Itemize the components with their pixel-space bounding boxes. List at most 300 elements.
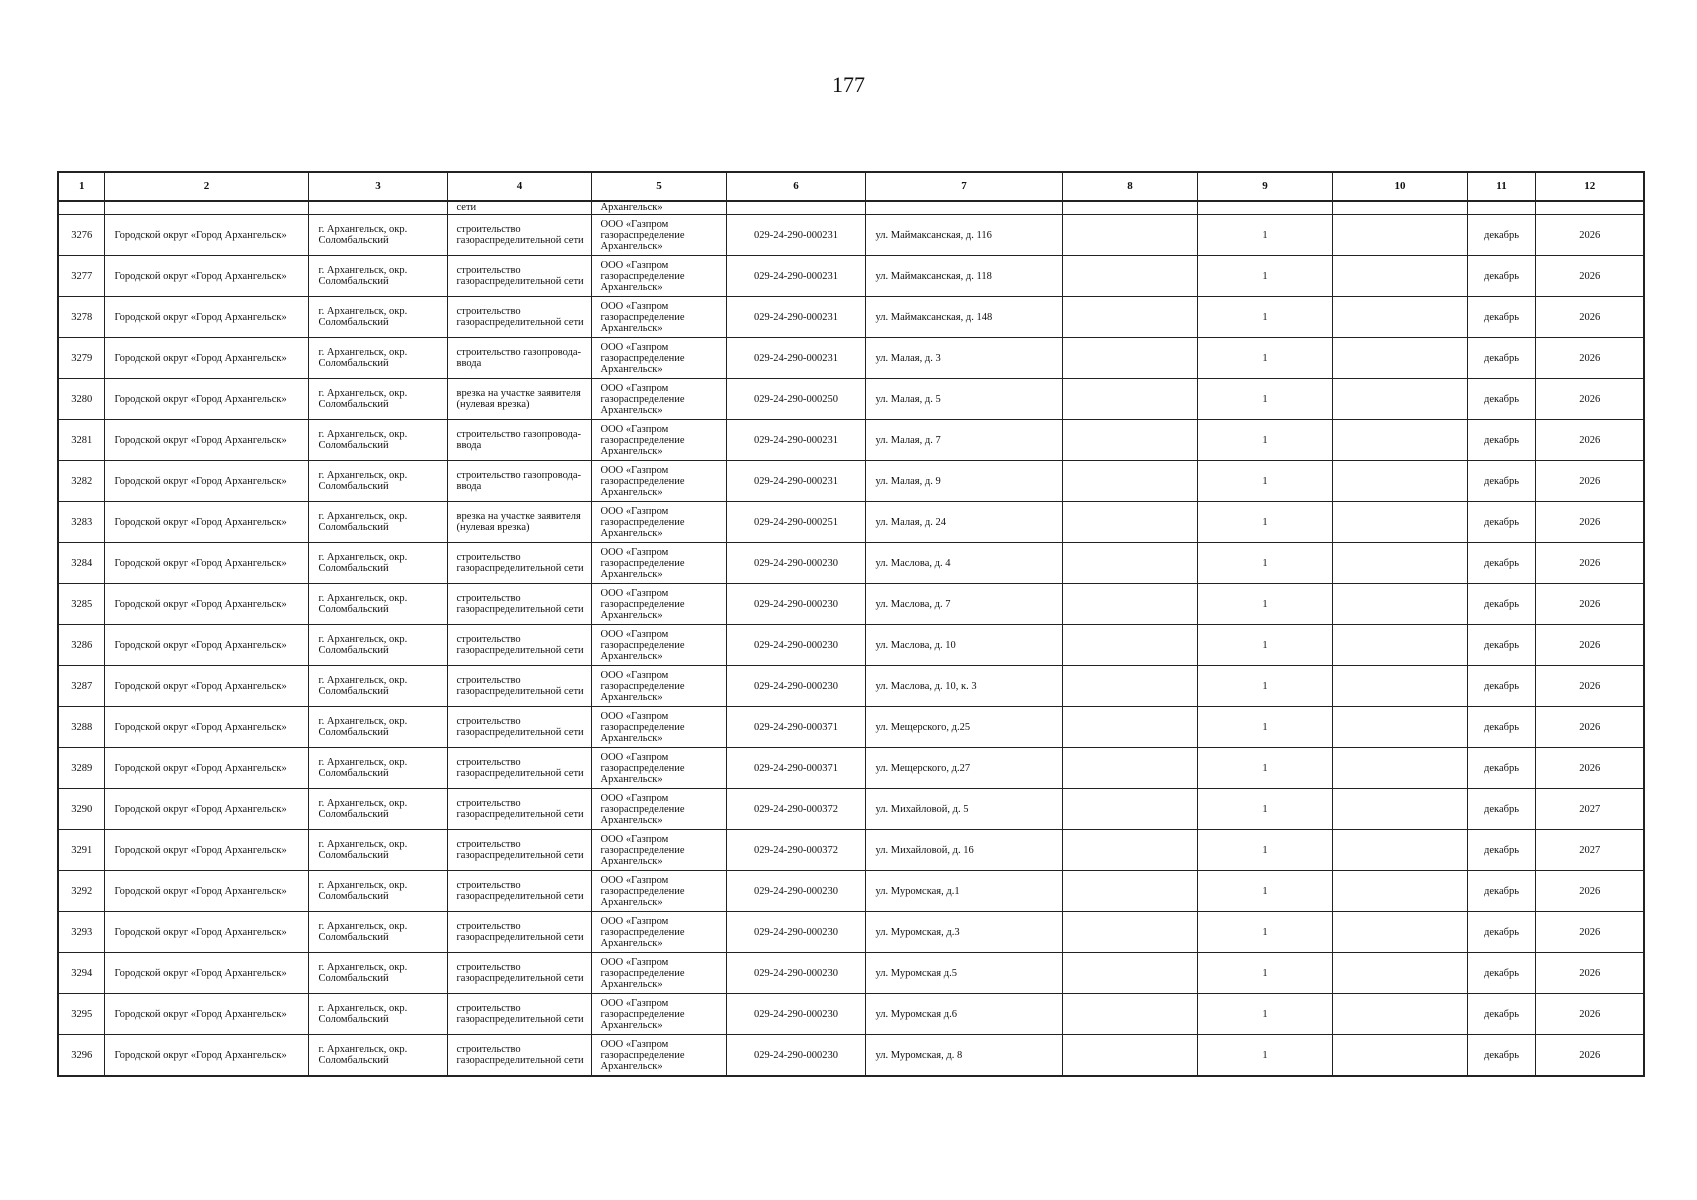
year-cell: 2026 — [1535, 379, 1644, 420]
row-number: 3281 — [58, 420, 104, 461]
year-cell: 2026 — [1535, 1035, 1644, 1077]
table-row — [58, 461, 1644, 502]
location-cell: г. Архангельск, окр. Соломбальский — [308, 953, 447, 994]
district-cell: Городской округ «Город Архангельск» — [104, 994, 308, 1035]
row-number: 3295 — [58, 994, 104, 1035]
col10-cell — [1332, 338, 1467, 379]
location-cell: г. Архангельск, окр. Соломбальский — [308, 666, 447, 707]
work-type-cell: строительство газораспределительной сети — [447, 666, 591, 707]
year-cell: 2026 — [1535, 953, 1644, 994]
organization-cell: ООО «Газпром газораспределение Архангельск» — [591, 379, 726, 420]
work-type-cell: строительство газораспределительной сети — [447, 215, 591, 256]
code-cell: 029-24-290-000230 — [726, 625, 865, 666]
table-row — [58, 666, 1644, 707]
code-cell: 029-24-290-000230 — [726, 994, 865, 1035]
table-row — [58, 215, 1644, 256]
header-row — [58, 172, 1644, 201]
quantity-cell: 1 — [1197, 994, 1332, 1035]
col10-cell — [1332, 215, 1467, 256]
location-cell: г. Архангельск, окр. Соломбальский — [308, 1035, 447, 1077]
cell-col-4: сети — [447, 201, 591, 215]
table-row — [58, 789, 1644, 830]
month-cell: декабрь — [1467, 994, 1535, 1035]
col8-cell — [1062, 830, 1197, 871]
location-cell: г. Архангельск, окр. Соломбальский — [308, 994, 447, 1035]
organization-cell: ООО «Газпром газораспределение Архангельск» — [591, 584, 726, 625]
col10-cell — [1332, 256, 1467, 297]
work-type-cell: строительство газораспределительной сети — [447, 625, 591, 666]
organization-cell: ООО «Газпром газораспределение Архангельск» — [591, 297, 726, 338]
work-type-cell: врезка на участке заявителя (нулевая врезка) — [447, 379, 591, 420]
month-cell: декабрь — [1467, 584, 1535, 625]
address-cell: ул. Мещерского, д.27 — [865, 748, 1062, 789]
column-header-8: 8 — [1062, 172, 1197, 201]
work-type-cell: строительство газораспределительной сети — [447, 830, 591, 871]
organization-cell: ООО «Газпром газораспределение Архангельск» — [591, 461, 726, 502]
quantity-cell: 1 — [1197, 1035, 1332, 1077]
code-cell: 029-24-290-000231 — [726, 256, 865, 297]
organization-cell: ООО «Газпром газораспределение Архангельск» — [591, 543, 726, 584]
table-body — [58, 201, 1644, 1076]
work-type-cell: строительство газопровода-ввода — [447, 420, 591, 461]
col8-cell — [1062, 789, 1197, 830]
cell-col-8 — [1062, 201, 1197, 215]
year-cell: 2026 — [1535, 584, 1644, 625]
address-cell: ул. Михайловой, д. 16 — [865, 830, 1062, 871]
row-number: 3279 — [58, 338, 104, 379]
col8-cell — [1062, 707, 1197, 748]
work-type-cell: строительство газопровода-ввода — [447, 338, 591, 379]
work-type-cell: строительство газораспределительной сети — [447, 584, 591, 625]
month-cell: декабрь — [1467, 461, 1535, 502]
address-cell: ул. Малая, д. 7 — [865, 420, 1062, 461]
district-cell: Городской округ «Город Архангельск» — [104, 953, 308, 994]
month-cell: декабрь — [1467, 543, 1535, 584]
code-cell: 029-24-290-000372 — [726, 830, 865, 871]
year-cell: 2026 — [1535, 625, 1644, 666]
quantity-cell: 1 — [1197, 666, 1332, 707]
district-cell: Городской округ «Город Архангельск» — [104, 912, 308, 953]
quantity-cell: 1 — [1197, 789, 1332, 830]
month-cell: декабрь — [1467, 912, 1535, 953]
month-cell: декабрь — [1467, 748, 1535, 789]
month-cell: декабрь — [1467, 215, 1535, 256]
col10-cell — [1332, 379, 1467, 420]
year-cell: 2027 — [1535, 789, 1644, 830]
row-number: 3291 — [58, 830, 104, 871]
year-cell: 2026 — [1535, 215, 1644, 256]
col8-cell — [1062, 420, 1197, 461]
table-row — [58, 994, 1644, 1035]
column-header-10: 10 — [1332, 172, 1467, 201]
col10-cell — [1332, 830, 1467, 871]
row-number: 3280 — [58, 379, 104, 420]
location-cell: г. Архангельск, окр. Соломбальский — [308, 215, 447, 256]
organization-cell: ООО «Газпром газораспределение Архангельск» — [591, 994, 726, 1035]
month-cell: декабрь — [1467, 256, 1535, 297]
row-number: 3283 — [58, 502, 104, 543]
col8-cell — [1062, 297, 1197, 338]
location-cell: г. Архангельск, окр. Соломбальский — [308, 256, 447, 297]
cell-col-1 — [58, 201, 104, 215]
table-row — [58, 912, 1644, 953]
work-type-cell: строительство газораспределительной сети — [447, 912, 591, 953]
organization-cell: ООО «Газпром газораспределение Архангельск» — [591, 338, 726, 379]
table-row — [58, 953, 1644, 994]
year-cell: 2026 — [1535, 994, 1644, 1035]
district-cell: Городской округ «Город Архангельск» — [104, 461, 308, 502]
column-header-6: 6 — [726, 172, 865, 201]
row-number: 3277 — [58, 256, 104, 297]
year-cell: 2026 — [1535, 912, 1644, 953]
district-cell: Городской округ «Город Архангельск» — [104, 1035, 308, 1077]
address-cell: ул. Малая, д. 24 — [865, 502, 1062, 543]
table-row — [58, 625, 1644, 666]
quantity-cell: 1 — [1197, 543, 1332, 584]
address-cell: ул. Маслова, д. 10 — [865, 625, 1062, 666]
address-cell: ул. Муромская, д.1 — [865, 871, 1062, 912]
work-type-cell: строительство газораспределительной сети — [447, 543, 591, 584]
year-cell: 2026 — [1535, 707, 1644, 748]
location-cell: г. Архангельск, окр. Соломбальский — [308, 912, 447, 953]
district-cell: Городской округ «Город Архангельск» — [104, 297, 308, 338]
quantity-cell: 1 — [1197, 625, 1332, 666]
cell-col-12 — [1535, 201, 1644, 215]
code-cell: 029-24-290-000231 — [726, 461, 865, 502]
table-header — [58, 172, 1644, 201]
col10-cell — [1332, 502, 1467, 543]
col10-cell — [1332, 420, 1467, 461]
address-cell: ул. Малая, д. 5 — [865, 379, 1062, 420]
year-cell: 2026 — [1535, 461, 1644, 502]
location-cell: г. Архангельск, окр. Соломбальский — [308, 297, 447, 338]
cell-col-10 — [1332, 201, 1467, 215]
month-cell: декабрь — [1467, 1035, 1535, 1077]
quantity-cell: 1 — [1197, 912, 1332, 953]
quantity-cell: 1 — [1197, 707, 1332, 748]
district-cell: Городской округ «Город Архангельск» — [104, 338, 308, 379]
table-row — [58, 543, 1644, 584]
table-row — [58, 420, 1644, 461]
location-cell: г. Архангельск, окр. Соломбальский — [308, 871, 447, 912]
address-cell: ул. Маймаксанская, д. 116 — [865, 215, 1062, 256]
quantity-cell: 1 — [1197, 748, 1332, 789]
code-cell: 029-24-290-000231 — [726, 215, 865, 256]
organization-cell: ООО «Газпром газораспределение Архангельск» — [591, 789, 726, 830]
month-cell: декабрь — [1467, 625, 1535, 666]
organization-cell: ООО «Газпром газораспределение Архангельск» — [591, 256, 726, 297]
work-type-cell: врезка на участке заявителя (нулевая врезка) — [447, 502, 591, 543]
month-cell: декабрь — [1467, 338, 1535, 379]
location-cell: г. Архангельск, окр. Соломбальский — [308, 420, 447, 461]
location-cell: г. Архангельск, окр. Соломбальский — [308, 502, 447, 543]
work-type-cell: строительство газораспределительной сети — [447, 994, 591, 1035]
address-cell: ул. Маймаксанская, д. 148 — [865, 297, 1062, 338]
column-header-1: 1 — [58, 172, 104, 201]
code-cell: 029-24-290-000230 — [726, 584, 865, 625]
row-number: 3289 — [58, 748, 104, 789]
table-row — [58, 871, 1644, 912]
location-cell: г. Архангельск, окр. Соломбальский — [308, 338, 447, 379]
col8-cell — [1062, 994, 1197, 1035]
column-header-4: 4 — [447, 172, 591, 201]
work-type-cell: строительство газораспределительной сети — [447, 871, 591, 912]
month-cell: декабрь — [1467, 502, 1535, 543]
district-cell: Городской округ «Город Архангельск» — [104, 256, 308, 297]
column-header-5: 5 — [591, 172, 726, 201]
quantity-cell: 1 — [1197, 584, 1332, 625]
row-number: 3296 — [58, 1035, 104, 1077]
col10-cell — [1332, 297, 1467, 338]
table-row — [58, 830, 1644, 871]
table-row — [58, 707, 1644, 748]
organization-cell: ООО «Газпром газораспределение Архангельск» — [591, 748, 726, 789]
code-cell: 029-24-290-000230 — [726, 543, 865, 584]
district-cell: Городской округ «Город Архангельск» — [104, 543, 308, 584]
code-cell: 029-24-290-000251 — [726, 502, 865, 543]
code-cell: 029-24-290-000230 — [726, 871, 865, 912]
district-cell: Городской округ «Город Архангельск» — [104, 789, 308, 830]
cell-col-3 — [308, 201, 447, 215]
work-type-cell: строительство газораспределительной сети — [447, 297, 591, 338]
year-cell: 2026 — [1535, 543, 1644, 584]
quantity-cell: 1 — [1197, 338, 1332, 379]
quantity-cell: 1 — [1197, 379, 1332, 420]
district-cell: Городской округ «Город Архангельск» — [104, 502, 308, 543]
table-row — [58, 584, 1644, 625]
col8-cell — [1062, 1035, 1197, 1077]
organization-cell: ООО «Газпром газораспределение Архангельск» — [591, 871, 726, 912]
location-cell: г. Архангельск, окр. Соломбальский — [308, 543, 447, 584]
year-cell: 2026 — [1535, 748, 1644, 789]
col8-cell — [1062, 748, 1197, 789]
code-cell: 029-24-290-000230 — [726, 912, 865, 953]
year-cell: 2026 — [1535, 297, 1644, 338]
month-cell: декабрь — [1467, 830, 1535, 871]
code-cell: 029-24-290-000231 — [726, 420, 865, 461]
quantity-cell: 1 — [1197, 297, 1332, 338]
quantity-cell: 1 — [1197, 871, 1332, 912]
location-cell: г. Архангельск, окр. Соломбальский — [308, 379, 447, 420]
location-cell: г. Архангельск, окр. Соломбальский — [308, 625, 447, 666]
quantity-cell: 1 — [1197, 830, 1332, 871]
col10-cell — [1332, 584, 1467, 625]
col8-cell — [1062, 584, 1197, 625]
column-header-2: 2 — [104, 172, 308, 201]
month-cell: декабрь — [1467, 871, 1535, 912]
col8-cell — [1062, 379, 1197, 420]
col8-cell — [1062, 543, 1197, 584]
cell-col-9 — [1197, 201, 1332, 215]
work-type-cell: строительство газораспределительной сети — [447, 256, 591, 297]
address-cell: ул. Малая, д. 9 — [865, 461, 1062, 502]
row-number: 3290 — [58, 789, 104, 830]
organization-cell: ООО «Газпром газораспределение Архангельск» — [591, 420, 726, 461]
row-number: 3276 — [58, 215, 104, 256]
quantity-cell: 1 — [1197, 502, 1332, 543]
code-cell: 029-24-290-000230 — [726, 666, 865, 707]
location-cell: г. Архангельск, окр. Соломбальский — [308, 830, 447, 871]
address-cell: ул. Михайловой, д. 5 — [865, 789, 1062, 830]
row-number: 3292 — [58, 871, 104, 912]
data-table — [57, 171, 1645, 1077]
district-cell: Городской округ «Город Архангельск» — [104, 584, 308, 625]
cell-col-5: Архангельск» — [591, 201, 726, 215]
code-cell: 029-24-290-000372 — [726, 789, 865, 830]
work-type-cell: строительство газораспределительной сети — [447, 789, 591, 830]
district-cell: Городской округ «Город Архангельск» — [104, 666, 308, 707]
address-cell: ул. Муромская, д.3 — [865, 912, 1062, 953]
col10-cell — [1332, 912, 1467, 953]
organization-cell: ООО «Газпром газораспределение Архангельск» — [591, 830, 726, 871]
location-cell: г. Архангельск, окр. Соломбальский — [308, 584, 447, 625]
work-type-cell: строительство газораспределительной сети — [447, 953, 591, 994]
cell-col-6 — [726, 201, 865, 215]
col8-cell — [1062, 338, 1197, 379]
address-cell: ул. Муромская д.6 — [865, 994, 1062, 1035]
table-row — [58, 379, 1644, 420]
month-cell: декабрь — [1467, 953, 1535, 994]
col8-cell — [1062, 625, 1197, 666]
year-cell: 2026 — [1535, 871, 1644, 912]
col10-cell — [1332, 666, 1467, 707]
col8-cell — [1062, 461, 1197, 502]
organization-cell: ООО «Газпром газораспределение Архангельск» — [591, 666, 726, 707]
work-type-cell: строительство газораспределительной сети — [447, 1035, 591, 1077]
row-number: 3286 — [58, 625, 104, 666]
column-header-7: 7 — [865, 172, 1062, 201]
year-cell: 2027 — [1535, 830, 1644, 871]
col10-cell — [1332, 789, 1467, 830]
row-number: 3285 — [58, 584, 104, 625]
year-cell: 2026 — [1535, 420, 1644, 461]
organization-cell: ООО «Газпром газораспределение Архангельск» — [591, 707, 726, 748]
organization-cell: ООО «Газпром газораспределение Архангельск» — [591, 912, 726, 953]
cell-col-11 — [1467, 201, 1535, 215]
column-header-9: 9 — [1197, 172, 1332, 201]
work-type-cell: строительство газопровода-ввода — [447, 461, 591, 502]
address-cell: ул. Муромская д.5 — [865, 953, 1062, 994]
table-row — [58, 502, 1644, 543]
month-cell: декабрь — [1467, 420, 1535, 461]
district-cell: Городской округ «Город Архангельск» — [104, 871, 308, 912]
address-cell: ул. Маслова, д. 7 — [865, 584, 1062, 625]
column-header-12: 12 — [1535, 172, 1644, 201]
address-cell: ул. Маслова, д. 4 — [865, 543, 1062, 584]
code-cell: 029-24-290-000230 — [726, 1035, 865, 1077]
district-cell: Городской округ «Город Архангельск» — [104, 625, 308, 666]
district-cell: Городской округ «Город Архангельск» — [104, 707, 308, 748]
location-cell: г. Архангельск, окр. Соломбальский — [308, 461, 447, 502]
location-cell: г. Архангельск, окр. Соломбальский — [308, 707, 447, 748]
col10-cell — [1332, 543, 1467, 584]
row-number: 3294 — [58, 953, 104, 994]
year-cell: 2026 — [1535, 256, 1644, 297]
district-cell: Городской округ «Город Архангельск» — [104, 379, 308, 420]
col10-cell — [1332, 871, 1467, 912]
address-cell: ул. Малая, д. 3 — [865, 338, 1062, 379]
address-cell: ул. Маслова, д. 10, к. 3 — [865, 666, 1062, 707]
cell-col-2 — [104, 201, 308, 215]
quantity-cell: 1 — [1197, 420, 1332, 461]
cell-col-7 — [865, 201, 1062, 215]
code-cell: 029-24-290-000371 — [726, 748, 865, 789]
table-row — [58, 338, 1644, 379]
col10-cell — [1332, 625, 1467, 666]
table-row — [58, 1035, 1644, 1077]
col10-cell — [1332, 707, 1467, 748]
col10-cell — [1332, 953, 1467, 994]
row-number: 3284 — [58, 543, 104, 584]
address-cell: ул. Мещерского, д.25 — [865, 707, 1062, 748]
month-cell: декабрь — [1467, 789, 1535, 830]
month-cell: декабрь — [1467, 297, 1535, 338]
district-cell: Городской округ «Город Архангельск» — [104, 420, 308, 461]
work-type-cell: строительство газораспределительной сети — [447, 707, 591, 748]
month-cell: декабрь — [1467, 666, 1535, 707]
code-cell: 029-24-290-000231 — [726, 338, 865, 379]
address-cell: ул. Муромская, д. 8 — [865, 1035, 1062, 1077]
col10-cell — [1332, 748, 1467, 789]
quantity-cell: 1 — [1197, 953, 1332, 994]
continuation-row — [58, 201, 1644, 215]
organization-cell: ООО «Газпром газораспределение Архангельск» — [591, 953, 726, 994]
organization-cell: ООО «Газпром газораспределение Архангельск» — [591, 215, 726, 256]
column-header-3: 3 — [308, 172, 447, 201]
row-number: 3282 — [58, 461, 104, 502]
col10-cell — [1332, 461, 1467, 502]
col8-cell — [1062, 215, 1197, 256]
col8-cell — [1062, 256, 1197, 297]
month-cell: декабрь — [1467, 707, 1535, 748]
row-number: 3293 — [58, 912, 104, 953]
district-cell: Городской округ «Город Архангельск» — [104, 830, 308, 871]
col10-cell — [1332, 994, 1467, 1035]
col8-cell — [1062, 871, 1197, 912]
col8-cell — [1062, 953, 1197, 994]
col8-cell — [1062, 666, 1197, 707]
code-cell: 029-24-290-000371 — [726, 707, 865, 748]
month-cell: декабрь — [1467, 379, 1535, 420]
code-cell: 029-24-290-000250 — [726, 379, 865, 420]
row-number: 3278 — [58, 297, 104, 338]
col10-cell — [1332, 1035, 1467, 1077]
district-cell: Городской округ «Город Архангельск» — [104, 215, 308, 256]
organization-cell: ООО «Газпром газораспределение Архангельск» — [591, 1035, 726, 1077]
organization-cell: ООО «Газпром газораспределение Архангельск» — [591, 625, 726, 666]
district-cell: Городской округ «Город Архангельск» — [104, 748, 308, 789]
col8-cell — [1062, 912, 1197, 953]
organization-cell: ООО «Газпром газораспределение Архангельск» — [591, 502, 726, 543]
address-cell: ул. Маймаксанская, д. 118 — [865, 256, 1062, 297]
page-number: 177 — [832, 72, 865, 97]
table-row — [58, 256, 1644, 297]
col8-cell — [1062, 502, 1197, 543]
work-type-cell: строительство газораспределительной сети — [447, 748, 591, 789]
row-number: 3287 — [58, 666, 104, 707]
year-cell: 2026 — [1535, 502, 1644, 543]
quantity-cell: 1 — [1197, 256, 1332, 297]
location-cell: г. Архангельск, окр. Соломбальский — [308, 748, 447, 789]
code-cell: 029-24-290-000231 — [726, 297, 865, 338]
column-header-11: 11 — [1467, 172, 1535, 201]
code-cell: 029-24-290-000230 — [726, 953, 865, 994]
quantity-cell: 1 — [1197, 215, 1332, 256]
row-number: 3288 — [58, 707, 104, 748]
quantity-cell: 1 — [1197, 461, 1332, 502]
location-cell: г. Архангельск, окр. Соломбальский — [308, 789, 447, 830]
table-row — [58, 748, 1644, 789]
